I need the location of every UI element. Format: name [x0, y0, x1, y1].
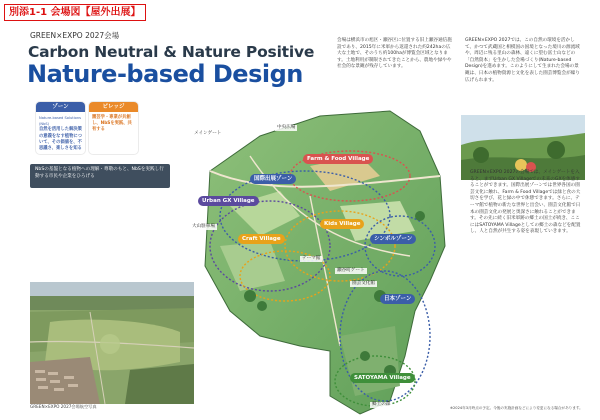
ohashi-parking-label: 大山駐車場	[192, 224, 215, 229]
title-line-1: Carbon Neutral & Nature Positive	[28, 43, 315, 61]
village-card	[89, 102, 138, 154]
kids-village-label: Kids Village	[320, 219, 364, 229]
aerial-caption: GREEN×EXPO 2027会場航空写真	[30, 404, 97, 409]
farm-food-village-label: Farm & Food Village	[303, 154, 373, 164]
symbol-zone-label: シンボルゾーン	[370, 234, 416, 244]
aerial-photo	[30, 282, 194, 404]
nbs-note: NbSの基盤となる植物への理解・尊敬のもと、NbSを実践し行動する市民や企業をひろげる	[30, 164, 170, 188]
zone-card	[36, 102, 85, 154]
intl-zone-label: 国際出展ゾーン	[250, 174, 296, 184]
japan-zone-label: 日本ゾーン	[380, 294, 415, 304]
intro-paragraph-1: 会場は横浜市の旭区・瀬谷区に位置する旧上瀬谷通信施設であり、2015年に米軍から返還された約242haの広大な土地で、そのうち約100haが博覧会区域となります。土地利用が制限されてきたことから、農地や緑やや社会的な景観が残存しています。	[337, 38, 452, 70]
title-line-2: Nature-based Design	[27, 60, 303, 88]
zone-card-title: ゾーン	[36, 102, 85, 112]
theme-hall-label: テーマ館	[302, 256, 321, 261]
venue-description: GREEN×EXPO 2027の会場では、メインゲートを入ると、まずUrban GX Villageでの未来のGXを体感することができます。国際出展ゾーンでは世界各国の園芸文化に触れ、Farm & Food Villageでは緑と食の大切さを学び、花と緑の中で休憩できます。さらに、テーマ館で植物の新たな世界と出会い、園芸文化館で日本の園芸文化の発展と奥深さに触れることができます。その先に続く旧米軍跡の郷土の国土が続き、ここにはSATOYAMA Villageとしての郷土の森などを配置し、人と自然が共生する姿を表現していきます。	[470, 170, 581, 235]
venue-map	[190, 96, 455, 416]
expo-label: GREEN×EXPO 2027会場	[30, 31, 120, 40]
village-card-body: 園芸学・専業が共創し、NbSを実践、共有する	[92, 115, 132, 133]
venue-map-art	[190, 96, 455, 416]
main-gate-label: メインゲート	[194, 131, 222, 136]
urban-gx-village-label: Urban GX Village	[198, 196, 259, 206]
footnote: ※2024年3月時点の予定。今後の実施計画などにより変更になる場合があります。	[450, 406, 583, 410]
document-tag: 別添1-1 会場図【屋外出展】	[4, 4, 146, 21]
zone-card-body: 自然を活用した解決策の意義をなす植物について、その価値を、不思議さ、楽しさを知る	[39, 127, 82, 152]
satoyama-village-label: SATOYAMA Village	[350, 373, 415, 383]
culture-hall-label: 園芸文化館	[352, 281, 375, 286]
central-square-label: 中央広場	[277, 125, 296, 130]
zone-card-sub: Nature-based Solutions (NbS)	[39, 116, 81, 127]
village-card-title: ビレッジ	[89, 102, 138, 112]
craft-village-label: Craft Village	[238, 234, 285, 244]
intro-paragraph-2: GREEN×EXPO 2027では、この自然の環境を活かして、かつて武蔵国と相模国の国境となった境川の源流域や、周辺に残る里山の森林、遠くに望む富士山などの「自然資本」を生かした会場づくり(Nature-based Design)を進めます。このようにして生まれた会場の景観は、日本の植物資源と文化を表した園芸博覧会が繰り広げられます。	[465, 38, 580, 83]
kyodo-forest-label: 郷土の森	[372, 402, 391, 407]
aerial-photo-art	[30, 282, 194, 404]
gate2-label: 瀬谷町ゲート	[337, 268, 365, 273]
